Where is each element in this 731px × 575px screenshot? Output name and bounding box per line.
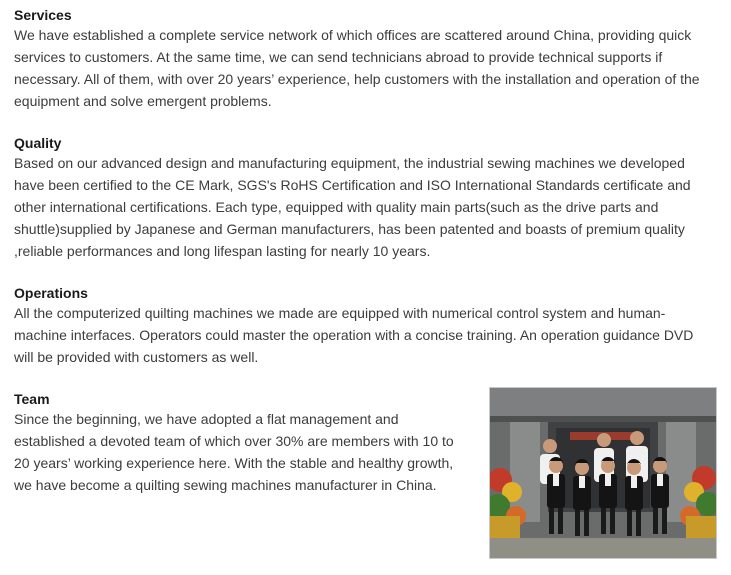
team-photo <box>489 387 717 559</box>
team-text: Since the beginning, we have adopted a flat management and established a devoted team of which over 30% are members with 10 to 20 years’ working experience here. With the stable and healthy growth, we have become a quilting sewing machines manufacturer in China. <box>14 411 454 493</box>
quality-heading: Quality <box>14 135 62 151</box>
team-group-photo-icon <box>490 388 716 558</box>
team-section <box>14 390 469 496</box>
operations-heading: Operations <box>14 285 88 301</box>
services-heading: Services <box>14 7 72 23</box>
quality-text: Based on our advanced design and manufacturing equipment, the industrial sewing machines we developed have been certified to the CE Mark, SGS's RoHS Certification and ISO International Standards certificate and other international certifications. Each type, equipped with quality main parts(such as the drive parts and shuttle)supplied by Japanese and German manufacturers, has been patented and boasts of premium quality ,reliable performances and long lifespan lasting for nearly 10 years. <box>14 155 691 259</box>
operations-text: All the computerized quilting machines we made are equipped with numerical control system and human-machine interfaces. Operators could master the operation with a concise training. An operation guidance DVD will be provided with customers as well. <box>14 305 694 365</box>
operations-section <box>14 284 714 368</box>
quality-section <box>14 134 714 262</box>
services-text: We have established a complete service network of which offices are scattered around China, providing quick services to customers. At the same time, we can send technicians abroad to provide technical supports if necessary. All of them, with over 20 years’ experience, help customers with the installation and operation of the equipment and solve emergent problems. <box>14 27 700 109</box>
team-heading: Team <box>14 391 50 407</box>
services-section <box>14 6 714 112</box>
